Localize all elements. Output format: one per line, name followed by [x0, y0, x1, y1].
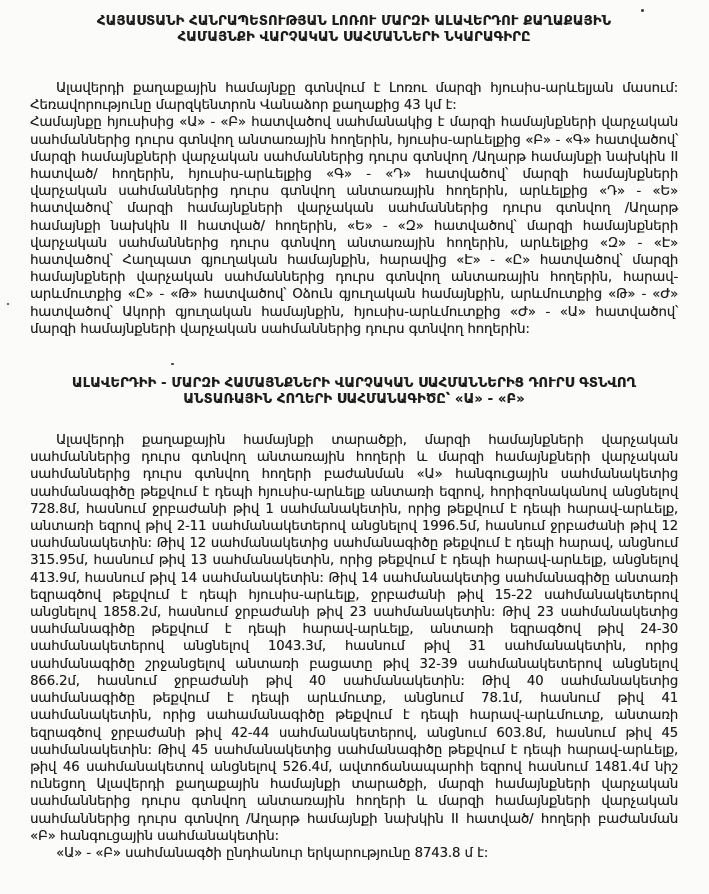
- document-title: [30, 14, 678, 46]
- boundary-overview-paragraph: Համայնքը հյուսիսից «Ա» - «Բ» հատվածով սահմանակից է մարզի համայնքների վարչական սահմաններից դուրս գտնվող անտառային հողերին, հյուսիս-արևելքից «Բ» - «Գ» հատվածով՝ մարզի համայնքների վարչական սահմաններից դուրս գտնվող /Աղարթ համայնքի նախկին II հատված/ հողերին, հյուսիս-արևելքից «Գ» - «Դ» հատվածով՝ մարզի համայնքների վարչական սահմաններից դուրս գտնվող անտառային հողերին, արևելքից «Դ» - «Ե» հատվածով՝ մարզի համայնքների վարչական սահմաններից դուրս գտնվող /Աղարթ համայնքի նախկին II հատված/ հողերին, «Ե» - «Զ» հատվածով՝ մարզի համայնքների վարչական սահմաններից դուրս գտնվող անտառային հողերին, արևելքից «Զ» - «Է» հատվածով՝ Հաղպատ գյուղական համայնքին, հարավից «Է» - «Ը» հատվածով՝ մարզի համայնքների վարչական սահմաններից դուրս գտնվող անտառային հողերին, հարավ-արևմուտքից «Ը» - «Թ» հատվածով՝ Օձուն գյուղական համայնքին, արևմուտքից «Թ» - «Ժ» հատվածով՝ Ակորի գյուղական համայնքին, հյուսիս-արևմուտքից «Ժ» - «Ա» հատվածով՝ մարզի համայնքների վարչական սահմաններից դուրս գտնվող հողերին:: [30, 115, 678, 337]
- scan-artifact-dot: [7, 303, 9, 305]
- segment-description-paragraph: Ալավերդի քաղաքային համայնքի տարածքի, մարզի համայնքների վարչական սահմաններից դուրս գտնվող անտառային հողերի և մարզի համայնքների վարչական սահմաններից դուրս գտնվող հողերի բաժանման «Ա» հանգուցային սահմանակետից սահմանագիծը թեքվում է դեպի հյուսիս-արևելք անտառի եզրով, հորիզոնականով անցնելով 728.8մ, հասնում ջրբաժանի թիվ 1 սահմանակետին, որից թեքվում է դեպի հարավ-արևելք, անտառի եզրով թիվ 2-11 սահմանակետերով անցնելով 1996.5մ, հասնում ջրբաժանի թիվ 12 սահմանակետին: Թիվ 12 սահմանակետից սահմանագիծը թեքվում է դեպի հարավ, անցնում 315.95մ, հասնում թիվ 13 սահմանակետին, որից թեքվում է դեպի հարավ-արևելք, անցնելով 413.9մ, հասնում թիվ 14 սահմանակետին: Թիվ 14 սահմանակետից սահմանագիծը անտառի եզրագծով թեքվում է դեպի հյուսիս-արևելք, ջրբաժանի թիվ 15-22 սահմանակետերով անցնելով 1858.2մ, հասնում ջրբաժանի թիվ 23 սահմանակետին: Թիվ 23 սահմանակետից սահմանագիծը թեքվում է դեպի հարավ-արևելք, անտառի եզրագծով թիվ 24-30 սահմանակետերով անցնելով 1043.3մ, հասնում թիվ 31 սահմանակետին, որից սահմանագիծը շրջանցելով անտառի բացատը թիվ 32-39 սահմանակետերով անցնելով 866.2մ, հասնում ջրբաժանի թիվ 40 սահմանակետին: Թիվ 40 սահմանակետից սահմանագիծը թեքվում է դեպի արևմուտք, անցնում 78.1մ, հասնում թիվ 41 սահմանակետին, որից սահամանագիծը թեքվում է դեպի հարավ-արևմուտք, անտառի եզրագծով ջրբաժանի թիվ 42-44 սահմանակետերով, անցնում 603.8մ, հասնում թիվ 45 սահմանակետին: Թիվ 45 սահմանակետից սահմանագիծը թեքվում է դեպի հարավ-արևելք, թիվ 46 սահմանակետով անցնելով 526.4մ, ավտոճանապարհի եզրով հասնում 1481.4մ նիշ ունեցող Ալավերդի քաղաքային համայնքի տարածքի, մարզի համայնքների վարչական սահմաններից դուրս գտնվող անտառային հողերի և մարզի համայնքների վարչական սահմաններից դուրս գտնվող /Աղարթ համայնքի նախկին II հատված/ հողերի բաժանման «Բ» հանգուցային սահմանակետին:: [30, 433, 678, 844]
- total-length-paragraph: «Ա» - «Բ» սահմանագծի ընդհանուր երկարությունը 8743.8 մ է:: [56, 845, 489, 861]
- intro-paragraph: Ալավերդի քաղաքային համայնքը գտնվում է Լոռու մարզի հյուսիս-արևելյան մասում: Հեռավորությունը մարզկենտրոն Վանաձոր քաղաքից 43 կմ է:: [30, 81, 678, 114]
- section-heading-line2: ԱՆՏԱՌԱՅԻՆ ՀՈՂԵՐԻ ՍԱՀՄԱՆԱԳԻԾԸ՝ «Ա» - «Բ»: [183, 392, 525, 408]
- section-heading-line1: ԱԼԱՎԵՐԴԻԻ - ՄԱՐԶԻ ՀԱՄԱՅՆՔՆԵՐԻ ՎԱՐՉԱԿԱՆ ՍԱՀՄԱՆՆԵՐԻՑ ԴՈՒՐՍ ԳՏՆՎՈՂ: [71, 376, 637, 392]
- document-title-line1: ՀԱՅԱՍՏԱՆԻ ՀԱՆՐԱՊԵՏՈՒԹՅԱՆ ԼՈՌՈՒ ՄԱՐԶԻ ԱԼԱՎԵՐԴՈՒ ՔԱՂԱՔԱՅԻՆ: [96, 14, 612, 29]
- section-heading: [30, 376, 678, 408]
- document-title-line2: ՀԱՄԱՅՆՔԻ ՎԱՐՉԱԿԱՆ ՍԱՀՄԱՆՆԵՐԻ ՆԿԱՐԱԳԻՐԸ: [177, 30, 531, 45]
- scan-artifact-dot: [171, 363, 174, 365]
- scan-artifact-dot: [641, 9, 644, 12]
